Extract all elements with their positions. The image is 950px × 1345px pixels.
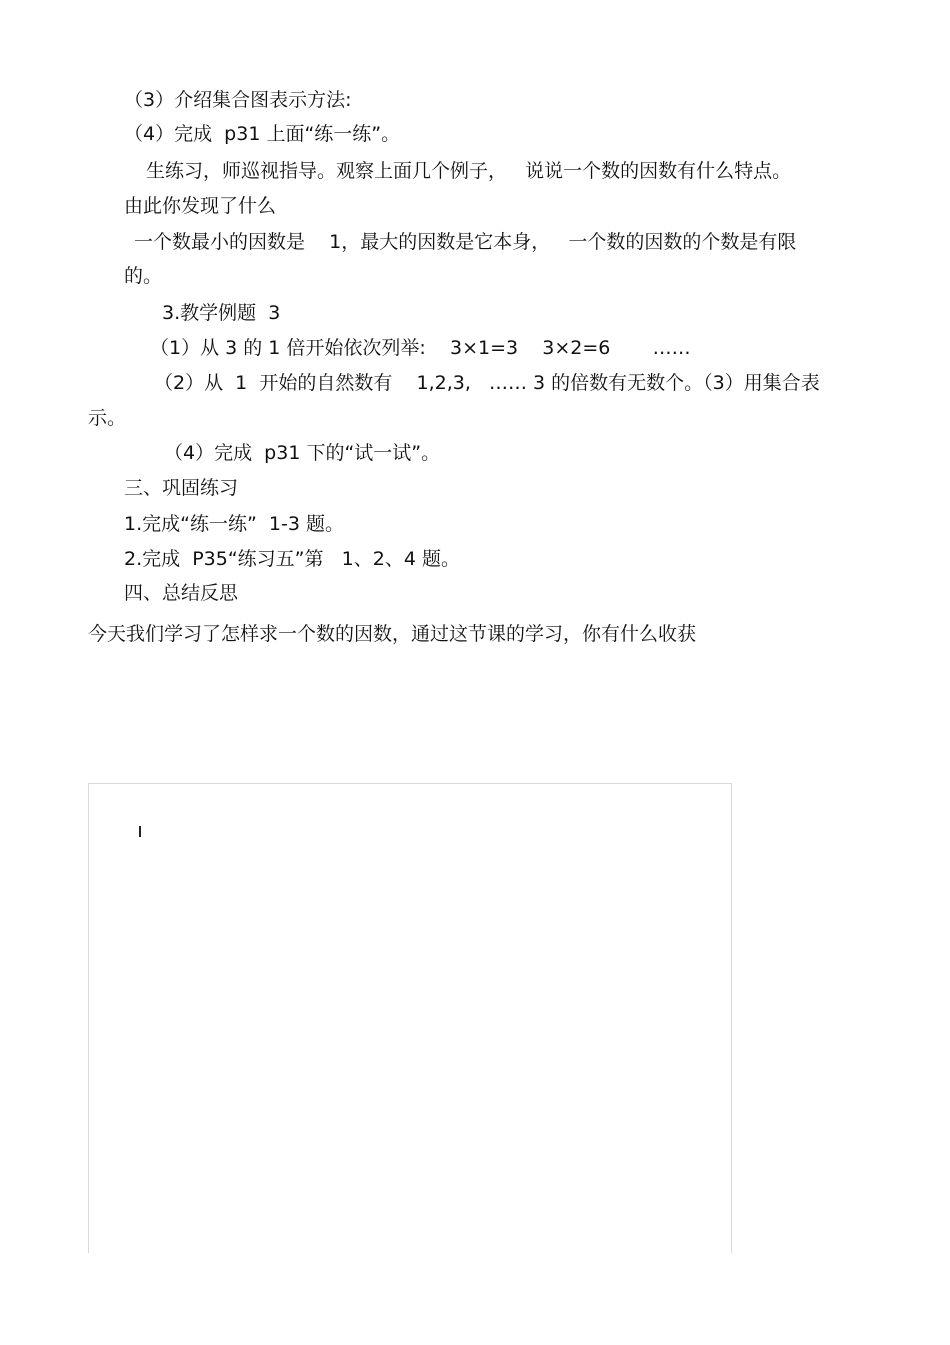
blank-frame [88, 783, 732, 1253]
text-line-4: 由此你发现了什么 [124, 195, 277, 217]
text-line-13: 1.完成“练一练” 1-3 题。 [124, 513, 344, 535]
text-line-9: （2）从 1 开始的自然数有 1,2,3, …… 3 的倍数有无数个。（3）用集合表 [154, 372, 820, 394]
section-heading-practice: 三、巩固练习 [124, 477, 239, 499]
text-line-6: 的。 [124, 265, 163, 287]
text-line-8: （1）从 3 的 1 倍开始依次列举: 3×1=3 3×2=6 …… [150, 337, 691, 359]
text-line-7: 3.教学例题 3 [162, 302, 281, 324]
text-line-5: 一个数最小的因数是 1，最大的因数是它本身， 一个数的因数的个数是有限 [134, 231, 797, 253]
section-heading-summary: 四、总结反思 [124, 582, 239, 604]
text-line-3: 生练习，师巡视指导。观察上面几个例子， 说说一个数的因数有什么特点。 [146, 160, 792, 182]
text-line-16: 今天我们学习了怎样求一个数的因数，通过这节课的学习，你有什么收获 [88, 623, 697, 645]
text-line-14: 2.完成 P35“练习五”第 1、2、4 题。 [124, 548, 460, 570]
text-cursor-mark [139, 826, 141, 837]
text-line-10: 示。 [88, 407, 127, 429]
text-line-1: （3）介绍集合图表示方法: [124, 89, 352, 111]
text-line-11: （4）完成 p31 下的“试一试”。 [164, 442, 441, 464]
text-line-2: （4）完成 p31 上面“练一练”。 [124, 123, 401, 145]
